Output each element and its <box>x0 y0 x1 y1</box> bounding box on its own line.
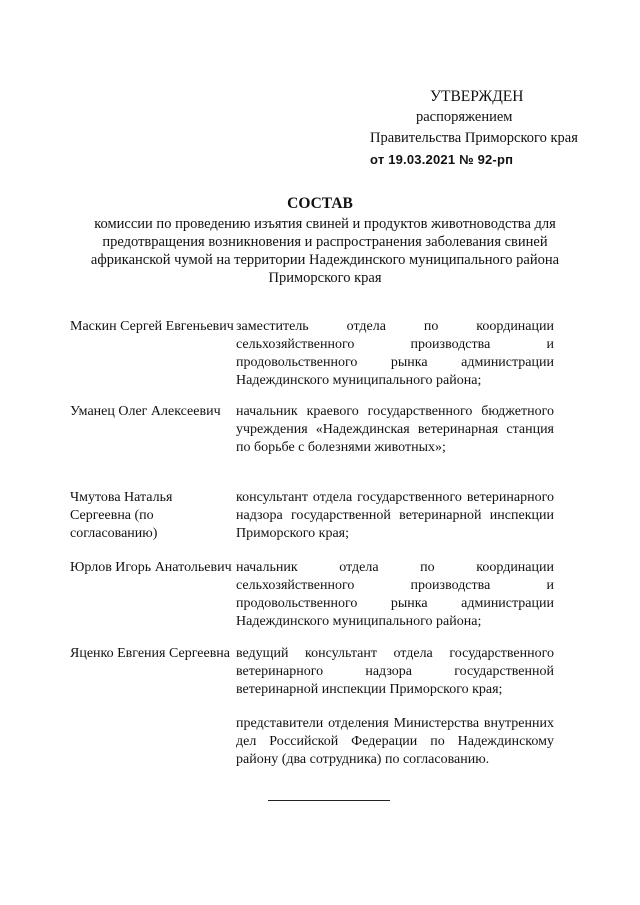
member-description: начальник краевого государственного бюджетного учреждения «Надеждинская ветеринарная станция по борьбе с болезнями животных»; <box>236 404 554 455</box>
member-entry <box>70 715 560 769</box>
member-name: Маскин Сергей Евгеньевич <box>70 319 234 334</box>
member-name: Уманец Олег Алексеевич <box>70 404 221 419</box>
member-entry <box>70 645 560 715</box>
member-name: Юрлов Игорь Анатольевич <box>70 560 232 575</box>
members-list <box>70 318 560 769</box>
approval-authority: Правительства Приморского края <box>370 130 578 146</box>
member-entry <box>70 559 560 645</box>
document-subtitle: комиссии по проведению изъятия свиней и продуктов животноводства для предотвращения возникновения и распространения заболевания свиней африканской чумой на территории Надеждинского муниципального района Приморского края <box>90 216 560 286</box>
approval-order-type: распоряжением <box>416 109 513 125</box>
approval-stamp <box>370 86 610 170</box>
member-description: ведущий консультант отдела государственного ветеринарного надзора государственной ветеринарной инспекции Приморского края; <box>236 646 554 697</box>
member-description: представители отделения Министерства внутренних дел Российской Федерации по Надеждинскому району (два сотрудника) по согласованию. <box>236 716 554 767</box>
closing-divider <box>268 800 390 801</box>
member-name: Чмутова Наталья Сергеевна (по согласованию) <box>70 490 173 541</box>
member-entry <box>70 403 560 489</box>
member-description: консультант отдела государственного ветеринарного надзора государственной ветеринарной инспекции Приморского края; <box>236 490 554 541</box>
member-name <box>70 715 236 769</box>
document-title: СОСТАВ <box>287 195 353 212</box>
member-entry <box>70 318 560 403</box>
approval-date-number: от 19.03.2021 № 92-рп <box>370 152 514 167</box>
member-entry <box>70 489 560 559</box>
member-description: начальник отдела по координации сельхозяйственного производства и продовольственного рынка администрации Надеждинского муниципального района; <box>236 560 554 629</box>
member-name: Яценко Евгения Сергеевна <box>70 646 231 661</box>
approval-heading: УТВЕРЖДЕН <box>430 88 524 105</box>
member-description: заместитель отдела по координации сельхозяйственного производства и продовольственного рынка администрации Надеждинского муниципального района; <box>236 319 554 388</box>
